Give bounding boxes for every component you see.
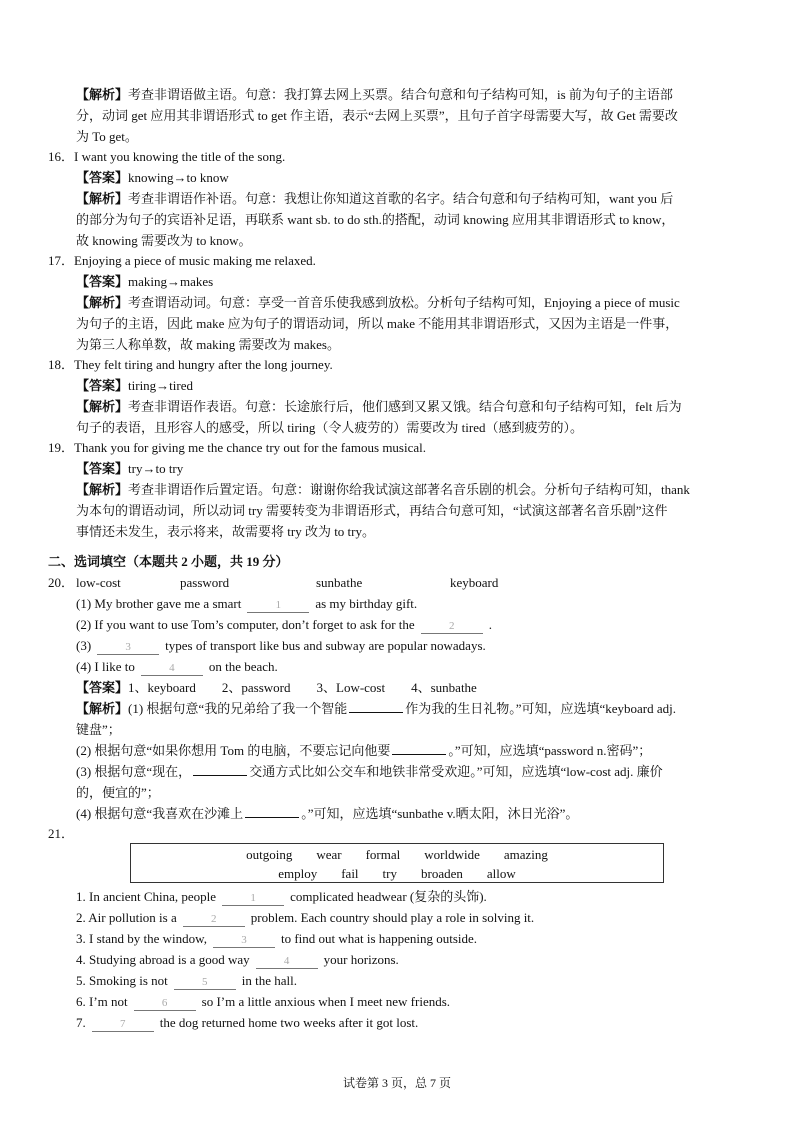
answer-16: 【答案】knowing→to know <box>76 170 229 185</box>
q21-item: 2. Air pollution is a 2 problem. Each country should play a role in solving it. <box>76 910 535 925</box>
q21-item: 1. In ancient China, people 1 complicated headwear (复杂的头饰). <box>76 889 487 904</box>
question-16: 16．I want you knowing the title of the song. <box>48 149 286 164</box>
answer-blank[interactable]: 7 <box>92 1018 154 1032</box>
analysis-line: 故 knowing 需要改为 to know。 <box>76 233 252 248</box>
answer-19: 【答案】try→to try <box>76 461 184 476</box>
q21-item: 7. 7 the dog returned home two weeks after it got lost. <box>76 1015 419 1030</box>
answer-blank[interactable]: 5 <box>174 976 236 990</box>
analysis-line: 【解析】考查谓语动词。句意：享受一首音乐使我感到放松。分析句子结构可知，Enjoying a piece of music <box>76 295 680 310</box>
q21-item: 5. Smoking is not 5 in the hall. <box>76 973 297 988</box>
analysis-line: 为第三人称单数，故 making 需要改为 makes。 <box>76 337 340 352</box>
answer-blank[interactable]: 1 <box>247 599 309 613</box>
answer-blank[interactable]: 4 <box>256 955 318 969</box>
answer-17: 【答案】making→makes <box>76 274 214 289</box>
word-bank-row: employ fail try broaden allow <box>278 866 516 881</box>
analysis-line: 事情还未发生，表示将来，故需要将 try 改为 to try。 <box>76 524 375 539</box>
answer-blank[interactable]: 3 <box>97 641 159 655</box>
analysis-line: (4) 根据句意“我喜欢在沙滩上 。”可知，应选填“sunbathe v.晒太阳，沐日光浴”。 <box>76 806 579 821</box>
page-footer: 试卷第 3 页，总 7 页 <box>342 1076 451 1090</box>
q15-analysis-line: 【解析】考查非谓语做主语。句意：我打算去网上买票。结合句意和句子结构可知，is 前为句子的主语部 <box>76 87 673 102</box>
q20-item: (1) My brother gave me a smart 1 as my birthday gift. <box>76 596 418 611</box>
analysis-line: 句子的表语，且形容人的感受，所以 tiring（令人疲劳的）需要改为 tired（感到疲劳的）。 <box>76 420 583 435</box>
answer-blank[interactable]: 3 <box>213 934 275 948</box>
section-title: 二、选词填空（本题共 2 小题，共 19 分） <box>48 554 289 569</box>
q20-item: (4) I like to 4 on the beach. <box>76 659 278 674</box>
q20-item: (3) 3 types of transport like bus and subway are popular nowadays. <box>76 638 486 653</box>
answer-blank[interactable]: 6 <box>134 997 196 1011</box>
q21-item: 6. I’m not 6 so I’m a little anxious when I meet new friends. <box>76 994 451 1009</box>
word-option: sunbathe <box>316 575 363 590</box>
word-bank-row: outgoing wear formal worldwide amazing <box>246 847 548 862</box>
analysis-line: (2) 根据句意“如果你想用 Tom 的电脑，不要忘记向他要 。”可知，应选填“password n.密码”； <box>76 743 652 758</box>
q21-item: 3. I stand by the window, 3 to find out what is happening outside. <box>76 931 478 946</box>
analysis-line: 【解析】(1) 根据句意“我的兄弟给了我一个智能 作为我的生日礼物。”可知，应选填“keyboard adj. <box>76 701 676 716</box>
q15-analysis-line: 分，动词 get 应用其非谓语形式 to get 作主语，表示“去网上买票”，且句子首字母需要大写，故 Get 需要改 <box>76 108 678 123</box>
analysis-line: 为本句的谓语动词，所以动词 try 需要转变为非谓语形式，再结合句意可知，“试演这部著名音乐剧”这件 <box>76 503 668 518</box>
answer-blank[interactable]: 4 <box>141 662 203 676</box>
analysis-line: 的，便宜的”； <box>76 785 160 800</box>
analysis-line: 的部分为句子的宾语补足语，再联系 want sb. to do sth.的搭配，动词 knowing 应用其非谓语形式 to know， <box>76 212 675 227</box>
word-option: low-cost <box>76 575 121 590</box>
q20-item: (2) If you want to use Tom’s computer, don’t forget to ask for the 2 . <box>76 617 492 632</box>
question-17: 17．Enjoying a piece of music making me relaxed. <box>48 253 316 268</box>
word-bank-box <box>130 843 664 883</box>
analysis-line: (3) 根据句意“现在， 交通方式比如公交车和地铁非常受欢迎。”可知，应选填“low-cost adj. 廉价 <box>76 764 663 779</box>
word-option: password <box>180 575 230 590</box>
answer-blank[interactable]: 2 <box>183 913 245 927</box>
analysis-line: 键盘”； <box>76 722 121 737</box>
analysis-line: 【解析】考查非谓语作后置定语。句意：谢谢你给我试演这部著名音乐剧的机会。分析句子结构可知，thank <box>76 482 690 497</box>
q21-item: 4. Studying abroad is a good way 4 your horizons. <box>76 952 399 967</box>
question-18: 18．They felt tiring and hungry after the long journey. <box>48 357 333 372</box>
analysis-line: 为句子的主语，因此 make 应为句子的谓语动词，所以 make 不能用其非谓语形式，又因为主语是一件事， <box>76 316 679 331</box>
question-19: 19．Thank you for giving me the chance try out for the famous musical. <box>48 440 426 455</box>
answer-18: 【答案】tiring→tired <box>76 378 194 393</box>
q20-num: 20． <box>48 575 75 590</box>
q21-num: 21． <box>48 826 75 841</box>
answer-20: 【答案】1、keyboard 2、password 3、Low-cost 4、sunbathe <box>76 680 477 695</box>
word-option: keyboard <box>450 575 499 590</box>
q15-analysis-line: 为 To get。 <box>76 129 138 144</box>
answer-blank[interactable]: 2 <box>421 620 483 634</box>
analysis-line: 【解析】考查非谓语作补语。句意：我想让你知道这首歌的名字。结合句意和句子结构可知，want you 后 <box>76 191 674 206</box>
analysis-line: 【解析】考查非谓语作表语。句意：长途旅行后，他们感到又累又饿。结合句意和句子结构可知，felt 后为 <box>76 399 682 414</box>
answer-blank[interactable]: 1 <box>222 892 284 906</box>
